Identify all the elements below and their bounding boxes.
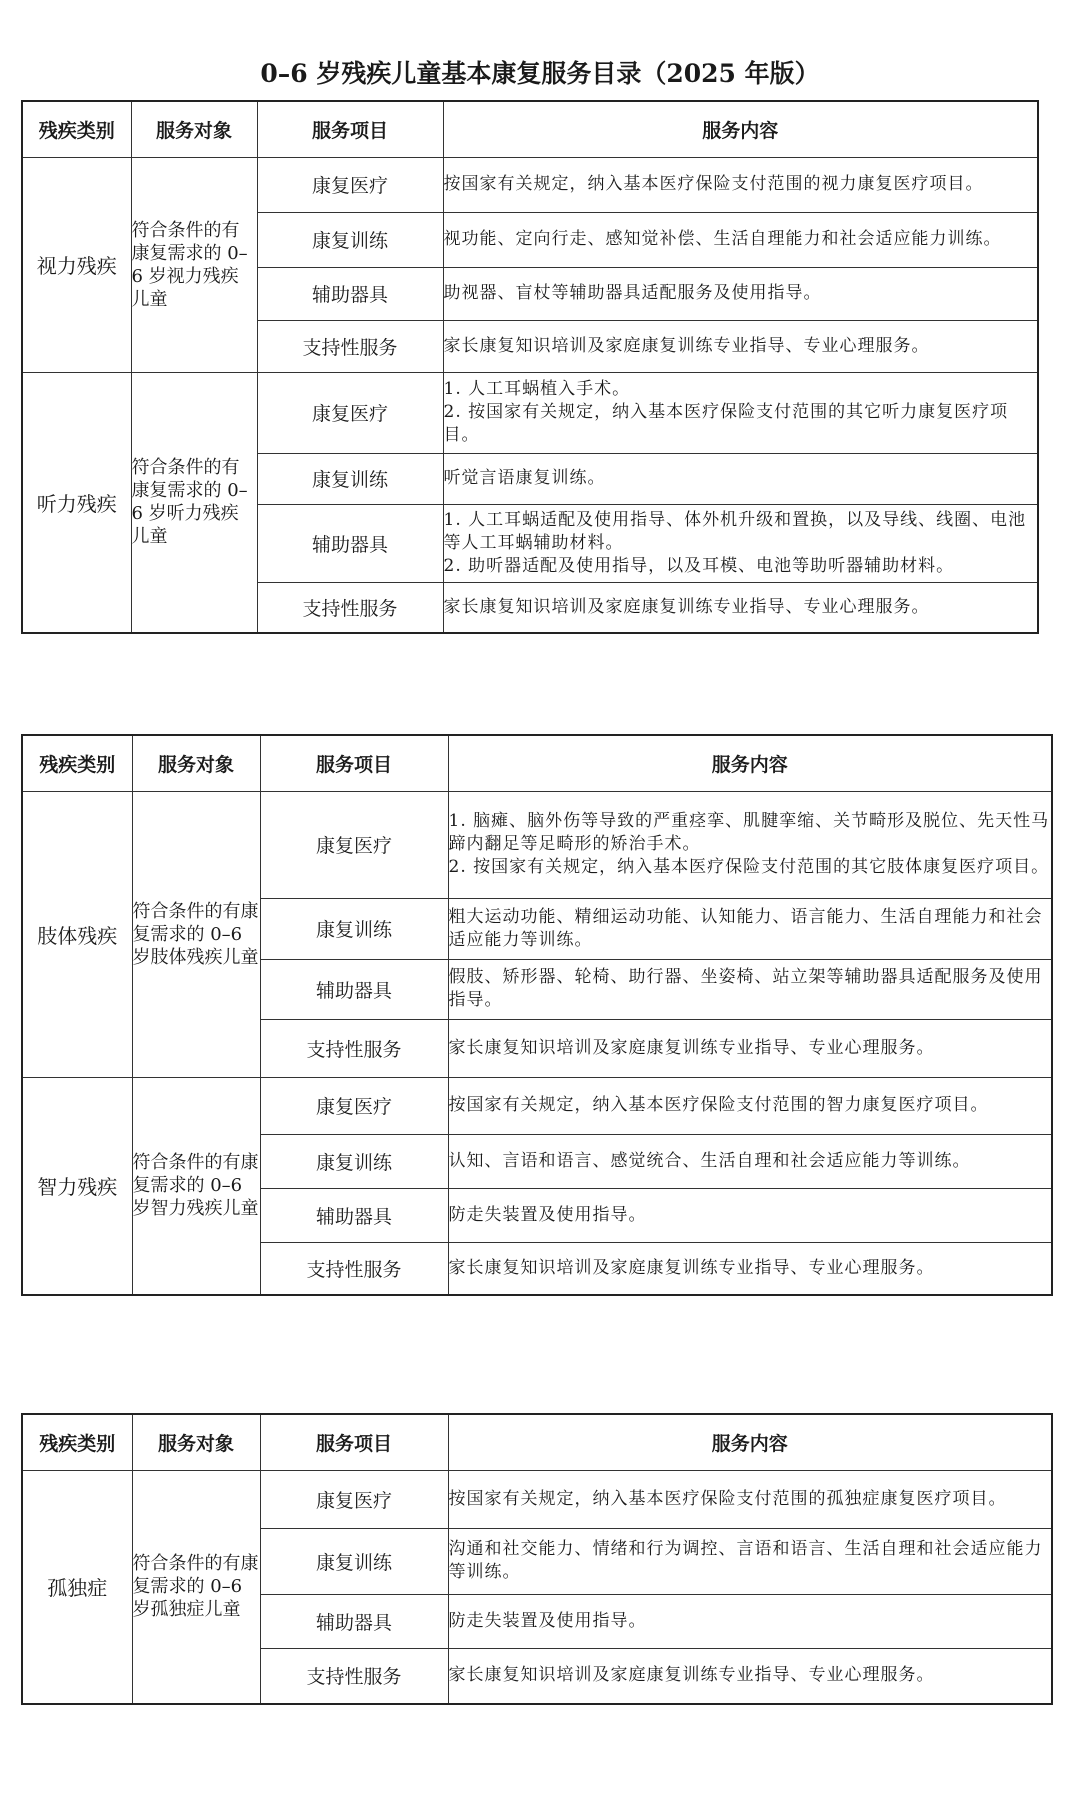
content-line: 家长康复知识培训及家庭康复训练专业指导、专业心理服务。 — [448, 1257, 935, 1278]
service-content — [443, 372, 1038, 453]
header-content: 服务内容 — [448, 1414, 1052, 1470]
content-line: 按国家有关规定，纳入基本医疗保险支付范围的孤独症康复医疗项目。 — [448, 1488, 1007, 1509]
content-line: 防走失装置及使用指导。 — [448, 1610, 647, 1631]
service-item: 辅助器具 — [260, 1594, 448, 1648]
service-target: 符合条件的有康复需求的 0–6 岁视力残疾儿童 — [131, 157, 257, 372]
service-content — [448, 1648, 1052, 1704]
service-content — [443, 212, 1038, 267]
service-target: 符合条件的有康复需求的 0–6 岁肢体残疾儿童 — [132, 791, 260, 1077]
service-target: 符合条件的有康复需求的 0–6 岁智力残疾儿童 — [132, 1077, 260, 1295]
service-content — [443, 582, 1038, 633]
service-target: 符合条件的有康复需求的 0–6 岁孤独症儿童 — [132, 1470, 260, 1704]
service-item: 康复训练 — [260, 1134, 448, 1188]
service-item: 支持性服务 — [257, 582, 443, 633]
table-header-row — [22, 735, 1052, 791]
header-target: 服务对象 — [132, 735, 260, 791]
service-content — [448, 1470, 1052, 1528]
table-row — [22, 1077, 1052, 1134]
table-header-row — [22, 1414, 1052, 1470]
service-content — [448, 898, 1052, 959]
service-table-1 — [21, 100, 1039, 634]
service-item: 康复医疗 — [257, 372, 443, 453]
table-row — [22, 372, 1038, 453]
content-line: 2. 按国家有关规定，纳入基本医疗保险支付范围的其它肢体康复医疗项目。 — [448, 857, 1050, 877]
service-content — [448, 1188, 1052, 1242]
service-content — [443, 157, 1038, 212]
header-content: 服务内容 — [448, 735, 1052, 791]
header-item: 服务项目 — [260, 735, 448, 791]
content-line: 家长康复知识培训及家庭康复训练专业指导、专业心理服务。 — [448, 1665, 935, 1686]
content-line: 1. 脑瘫、脑外伤等导致的严重痉挛、肌腱挛缩、关节畸形及脱位、先天性马蹄内翻足等足畸形的矫治手术。 — [448, 811, 1050, 854]
content-line: 认知、言语和语言、感觉统合、生活自理和社会适应能力等训练。 — [448, 1150, 971, 1171]
content-line: 家长康复知识培训及家庭康复训练专业指导、专业心理服务。 — [443, 596, 930, 617]
content-line: 粗大运动功能、精细运动功能、认知能力、语言能力、生活自理能力和社会适应能力等训练。 — [448, 906, 1043, 950]
content-line: 助视器、盲杖等辅助器具适配服务及使用指导。 — [443, 283, 822, 303]
category-name: 听力残疾 — [22, 372, 131, 633]
service-item: 支持性服务 — [257, 320, 443, 372]
service-item: 支持性服务 — [260, 1648, 448, 1704]
service-item: 康复训练 — [257, 453, 443, 504]
service-content — [443, 453, 1038, 504]
service-item: 辅助器具 — [257, 267, 443, 320]
category-name: 视力残疾 — [22, 157, 131, 372]
table-header-row — [22, 101, 1038, 157]
header-item: 服务项目 — [257, 101, 443, 157]
table-row — [22, 1470, 1052, 1528]
table-row — [22, 791, 1052, 898]
service-content — [443, 267, 1038, 320]
content-line: 按国家有关规定，纳入基本医疗保险支付范围的视力康复医疗项目。 — [443, 174, 984, 194]
service-item: 辅助器具 — [260, 959, 448, 1019]
service-item: 辅助器具 — [257, 504, 443, 582]
header-target: 服务对象 — [132, 1414, 260, 1470]
service-item: 康复训练 — [260, 1528, 448, 1594]
category-name: 孤独症 — [22, 1470, 132, 1704]
header-target: 服务对象 — [131, 101, 257, 157]
service-item: 支持性服务 — [260, 1019, 448, 1077]
content-line: 沟通和社交能力、情绪和行为调控、言语和语言、生活自理和社会适应能力等训练。 — [448, 1539, 1043, 1582]
service-content — [448, 1528, 1052, 1594]
service-content — [448, 1594, 1052, 1648]
content-line: 2. 助听器适配及使用指导，以及耳模、电池等助听器辅助材料。 — [443, 555, 955, 576]
service-content — [443, 504, 1038, 582]
service-content — [448, 1077, 1052, 1134]
service-item: 康复训练 — [257, 212, 443, 267]
service-content — [448, 791, 1052, 898]
service-item: 康复医疗 — [260, 791, 448, 898]
service-item: 康复训练 — [260, 898, 448, 959]
service-item: 辅助器具 — [260, 1188, 448, 1242]
header-item: 服务项目 — [260, 1414, 448, 1470]
category-name: 肢体残疾 — [22, 791, 132, 1077]
document-title: 0–6 岁残疾儿童基本康复服务目录（2025 年版） — [260, 59, 820, 88]
content-line: 家长康复知识培训及家庭康复训练专业指导、专业心理服务。 — [443, 335, 930, 356]
service-content — [448, 1242, 1052, 1295]
service-content — [448, 1019, 1052, 1077]
service-item: 康复医疗 — [260, 1470, 448, 1528]
service-item: 康复医疗 — [260, 1077, 448, 1134]
header-category: 残疾类别 — [22, 735, 132, 791]
content-line: 听觉言语康复训练。 — [443, 468, 606, 488]
content-line: 1. 人工耳蜗适配及使用指导、体外机升级和置换，以及导线、线圈、电池等人工耳蜗辅助材料。 — [443, 509, 1027, 553]
service-content — [448, 959, 1052, 1019]
service-content — [443, 320, 1038, 372]
header-category: 残疾类别 — [22, 101, 131, 157]
content-line: 1. 人工耳蜗植入手术。 — [443, 379, 631, 399]
service-table-3 — [21, 1413, 1053, 1705]
content-line: 按国家有关规定，纳入基本医疗保险支付范围的智力康复医疗项目。 — [448, 1095, 989, 1115]
header-content: 服务内容 — [443, 101, 1038, 157]
header-category: 残疾类别 — [22, 1414, 132, 1470]
service-target: 符合条件的有康复需求的 0–6 岁听力残疾儿童 — [131, 372, 257, 633]
content-line: 视功能、定向行走、感知觉补偿、生活自理能力和社会适应能力训练。 — [443, 229, 1002, 249]
service-item: 康复医疗 — [257, 157, 443, 212]
service-item: 支持性服务 — [260, 1242, 448, 1295]
content-line: 假肢、矫形器、轮椅、助行器、坐姿椅、站立架等辅助器具适配服务及使用指导。 — [448, 967, 1043, 1010]
content-line: 家长康复知识培训及家庭康复训练专业指导、专业心理服务。 — [448, 1037, 935, 1058]
category-name: 智力残疾 — [22, 1077, 132, 1295]
service-table-2 — [21, 734, 1053, 1296]
content-line: 防走失装置及使用指导。 — [448, 1204, 647, 1225]
content-line: 2. 按国家有关规定，纳入基本医疗保险支付范围的其它听力康复医疗项目。 — [443, 402, 1009, 445]
table-row — [22, 157, 1038, 212]
service-content — [448, 1134, 1052, 1188]
